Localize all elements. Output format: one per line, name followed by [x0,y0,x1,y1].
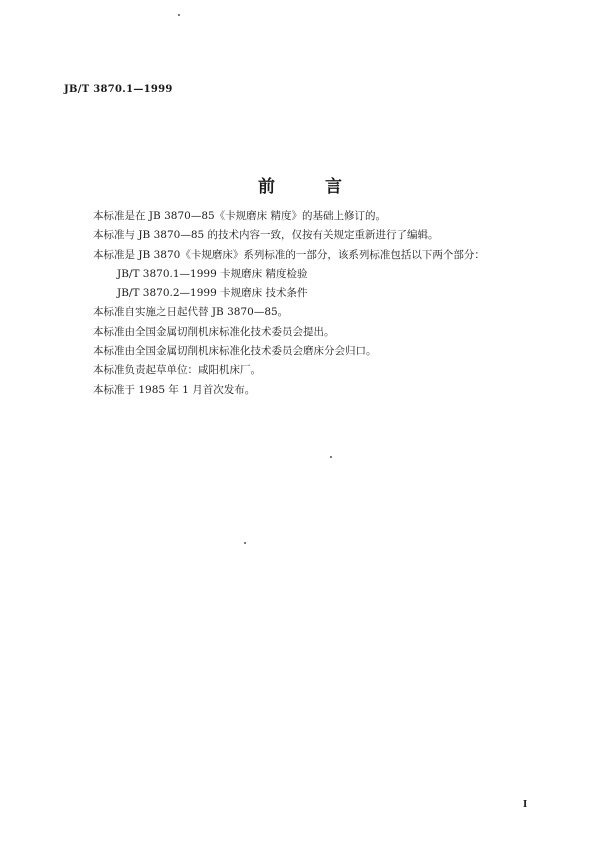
scan-speck [330,456,332,458]
scan-speck [178,14,180,16]
foreword-body [93,207,553,400]
paragraph: 本标准于 1985 年 1 月首次发布。 [93,383,256,396]
paragraph: 本标准自实施之日起代替 JB 3870—85。 [93,306,289,319]
standard-code-header: JB/T 3870.1—1999 [64,84,173,95]
paragraph: 本标准是 JB 3870《卡规磨床》系列标准的一部分，该系列标准包括以下两个部分： [93,248,485,261]
paragraph: 本标准由全国金属切削机床标准化技术委员会提出。 [93,325,335,338]
paragraph: 本标准是在 JB 3870—85《卡规磨床 精度》的基础上修订的。 [93,210,387,222]
page-title: 前 言 [258,177,364,197]
scan-speck [244,542,246,544]
paragraph: 本标准与 JB 3870—85 的技术内容一致，仅按有关规定重新进行了编辑。 [93,229,439,242]
list-item: JB/T 3870.1—1999 卡规磨床 精度检验 [117,267,308,280]
paragraph: 本标准负责起草单位：咸阳机床厂。 [93,364,261,377]
list-item: JB/T 3870.2—1999 卡规磨床 技术条件 [117,287,308,300]
paragraph: 本标准由全国金属切削机床标准化技术委员会磨床分会归口。 [93,345,377,358]
page-number: I [523,800,528,810]
